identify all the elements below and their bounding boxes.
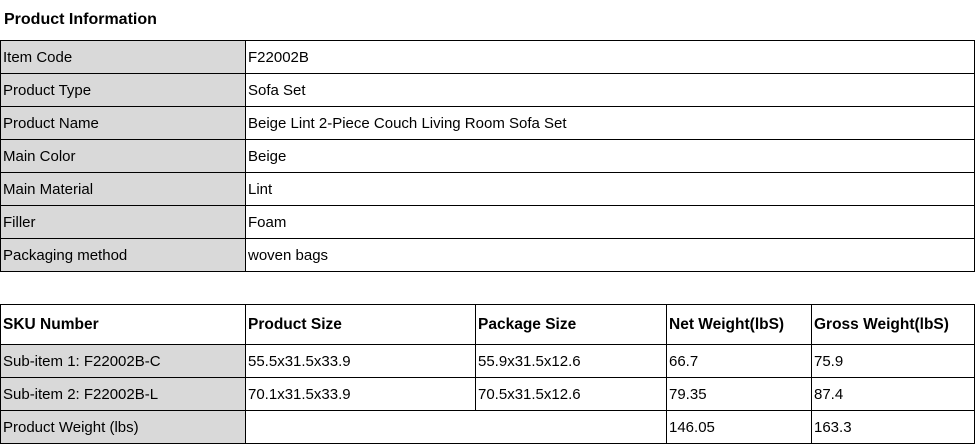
package-size-cell: 55.9x31.5x12.6 <box>476 345 667 378</box>
gross-weight-cell: 87.4 <box>812 378 975 411</box>
row-value: Beige <box>246 140 975 173</box>
table-row <box>1 41 975 74</box>
table-row <box>1 239 975 272</box>
net-weight-cell: 79.35 <box>667 378 812 411</box>
table-row <box>1 206 975 239</box>
table-row <box>1 140 975 173</box>
row-value: Beige Lint 2-Piece Couch Living Room Sofa Set <box>246 107 975 140</box>
net-weight-cell: 66.7 <box>667 345 812 378</box>
row-label: Main Color <box>1 140 246 173</box>
row-label: Product Type <box>1 74 246 107</box>
product-info-table <box>0 40 975 272</box>
row-value: Foam <box>246 206 975 239</box>
table-header-row <box>1 305 975 345</box>
table-row <box>1 378 975 411</box>
row-value: woven bags <box>246 239 975 272</box>
empty-cell <box>246 411 667 444</box>
column-header-package-size: Package Size <box>476 305 667 345</box>
total-label: Product Weight (lbs) <box>1 411 246 444</box>
table-row <box>1 173 975 206</box>
row-label: Product Name <box>1 107 246 140</box>
table-row <box>1 107 975 140</box>
row-value: Sofa Set <box>246 74 975 107</box>
package-size-cell: 70.5x31.5x12.6 <box>476 378 667 411</box>
row-label: Main Material <box>1 173 246 206</box>
row-label: Packaging method <box>1 239 246 272</box>
section-title: Product Information <box>4 11 157 28</box>
total-net-weight: 146.05 <box>667 411 812 444</box>
table-row <box>1 345 975 378</box>
column-header-product-size: Product Size <box>246 305 476 345</box>
sku-cell: Sub-item 2: F22002B-L <box>1 378 246 411</box>
product-size-cell: 70.1x31.5x33.9 <box>246 378 476 411</box>
row-label: Item Code <box>1 41 246 74</box>
sku-cell: Sub-item 1: F22002B-C <box>1 345 246 378</box>
column-header-sku: SKU Number <box>1 305 246 345</box>
table-row <box>1 74 975 107</box>
row-value: F22002B <box>246 41 975 74</box>
total-gross-weight: 163.3 <box>812 411 975 444</box>
column-header-net-weight: Net Weight(lbS) <box>667 305 812 345</box>
row-label: Filler <box>1 206 246 239</box>
row-value: Lint <box>246 173 975 206</box>
total-row <box>1 411 975 444</box>
gross-weight-cell: 75.9 <box>812 345 975 378</box>
sku-table <box>0 304 975 444</box>
column-header-gross-weight: Gross Weight(lbS) <box>812 305 975 345</box>
product-size-cell: 55.5x31.5x33.9 <box>246 345 476 378</box>
